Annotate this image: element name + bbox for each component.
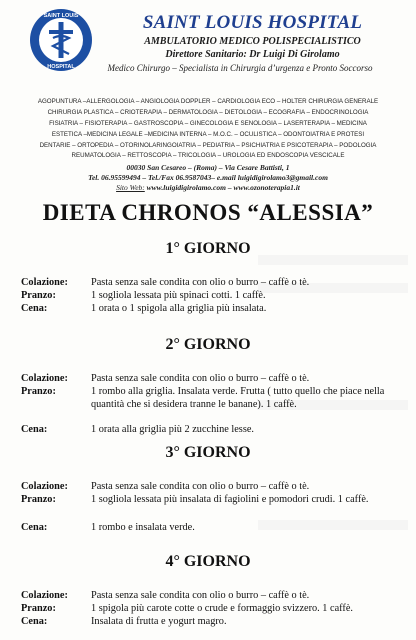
- specialties-line: ESTETICA –MEDICINA LEGALE –MEDICINA INTERNA – M.O.C. – OCULISTICA – ODONTOIATRIA E PROTESI: [51, 131, 365, 138]
- contacts-line: Tel. 06.95599494 – Tel./Fax 06.9587043– e.mail luigidigirolamo3@gmail.com: [88, 173, 328, 182]
- meal-label: Pranzo:: [21, 494, 56, 505]
- svg-text:SAINT LOUIS: SAINT LOUIS: [43, 13, 79, 19]
- specialties-line: AGOPUNTURA –ALLERGOLOGIA – ANGIOLOGIA DOPPLER – CARDIOLOGIA ECO – HOLTER CHIRURGIA GENERALE: [37, 98, 379, 105]
- meal-text: 1 spigola più carote cotte o crude e formaggio svizzero. 1 caffè.: [91, 603, 353, 614]
- hospital-title: SAINT LOUIS HOSPITAL: [142, 12, 363, 33]
- meal-text: 1 orata o 1 spigola alla griglia più insalata.: [91, 303, 267, 314]
- meal-label: Cena:: [21, 522, 48, 533]
- site-label: Sito Web:: [116, 183, 145, 192]
- day-title: 2° GIORNO: [165, 336, 251, 353]
- specialties-line: FISIATRIA – FISIOTERAPIA – GASTROSCOPIA – GINECOLOGIA E SENOLOGIA – LASERTERAPIA – MEDICINA: [49, 120, 367, 127]
- meal-label: Colazione:: [21, 590, 68, 601]
- director-line: Direttore Sanitario: Dr Luigi Di Girolamo: [165, 49, 340, 60]
- meal-label: Colazione:: [21, 373, 68, 384]
- meal-text: 1 orata alla griglia più 2 zucchine lesse.: [91, 424, 254, 435]
- day-title: 4° GIORNO: [165, 553, 251, 570]
- diet-title: DIETA CHRONOS “ALESSIA”: [42, 200, 374, 225]
- specialties-line: CHIRURGIA PLASTICA – CRIOTERAPIA – DERMATOLOGIA – DIETOLOGIA – ECOGRAFIA – ENDOCRINOLOGIA: [47, 109, 369, 116]
- specialties-line: DENTARIE – ORTOPEDIA – OTORINOLARINGOIATRIA – PEDIATRIA – PSICHIATRIA E PSICOTERAPIA – PODOLOGIA: [39, 142, 377, 149]
- meal-label: Pranzo:: [21, 290, 56, 301]
- meal-text: Insalata di frutta e yogurt magro.: [91, 616, 227, 627]
- meal-text: Pasta senza sale condita con olio o burro – caffè o tè.: [91, 590, 310, 601]
- meal-label: Pranzo:: [21, 603, 56, 614]
- meal-text: Pasta senza sale condita con olio o burro – caffè o tè.: [91, 373, 310, 384]
- specialties-line: REUMATOLOGIA – RETTOSCOPIA – TRICOLOGIA – UROLOGIA ED ENDOSCOPIA VESCICALE: [71, 152, 345, 159]
- day-title: 1° GIORNO: [165, 240, 251, 257]
- meal-label: Cena:: [21, 616, 48, 627]
- meal-text: 1 rombo alla griglia. Insalata verde. Frutta ( tutto quello che piace nella quantità che si desidera tranne le banane). 1 caffè.: [91, 386, 385, 410]
- site-urls: www.luigidigirolamo.com – www.ozonoterapia1.it: [146, 183, 300, 192]
- meal-text: Pasta senza sale condita con olio o burro – caffè o tè.: [91, 481, 310, 492]
- day-title: 3° GIORNO: [165, 444, 251, 461]
- meal-text: 1 rombo e insalata verde.: [91, 522, 195, 533]
- meal-text: 1 sogliola lessata più spinaci cotti. 1 caffè.: [91, 290, 266, 301]
- address-line: 00030 San Cesareo – (Roma) – Via Cesare Battisti, 1: [126, 163, 290, 172]
- svg-text:HOSPITAL: HOSPITAL: [47, 64, 75, 70]
- header-subtitle: AMBULATORIO MEDICO POLISPECIALISTICO: [144, 36, 361, 47]
- website-line: [10, 183, 406, 192]
- medico-line: Medico Chirurgo – Specialista in Chirurgia d’urgenza e Pronto Soccorso: [107, 63, 373, 73]
- meal-label: Pranzo:: [21, 386, 56, 397]
- meal-text: 1 sogliola lessata più insalata di fagiolini e pomodori crudi. 1 caffè.: [91, 494, 369, 505]
- meal-label: Colazione:: [21, 277, 68, 288]
- meal-label: Colazione:: [21, 481, 68, 492]
- meal-label: Cena:: [21, 303, 48, 314]
- meal-label: Cena:: [21, 424, 48, 435]
- meal-text: Pasta senza sale condita con olio o burro – caffè o tè.: [91, 277, 310, 288]
